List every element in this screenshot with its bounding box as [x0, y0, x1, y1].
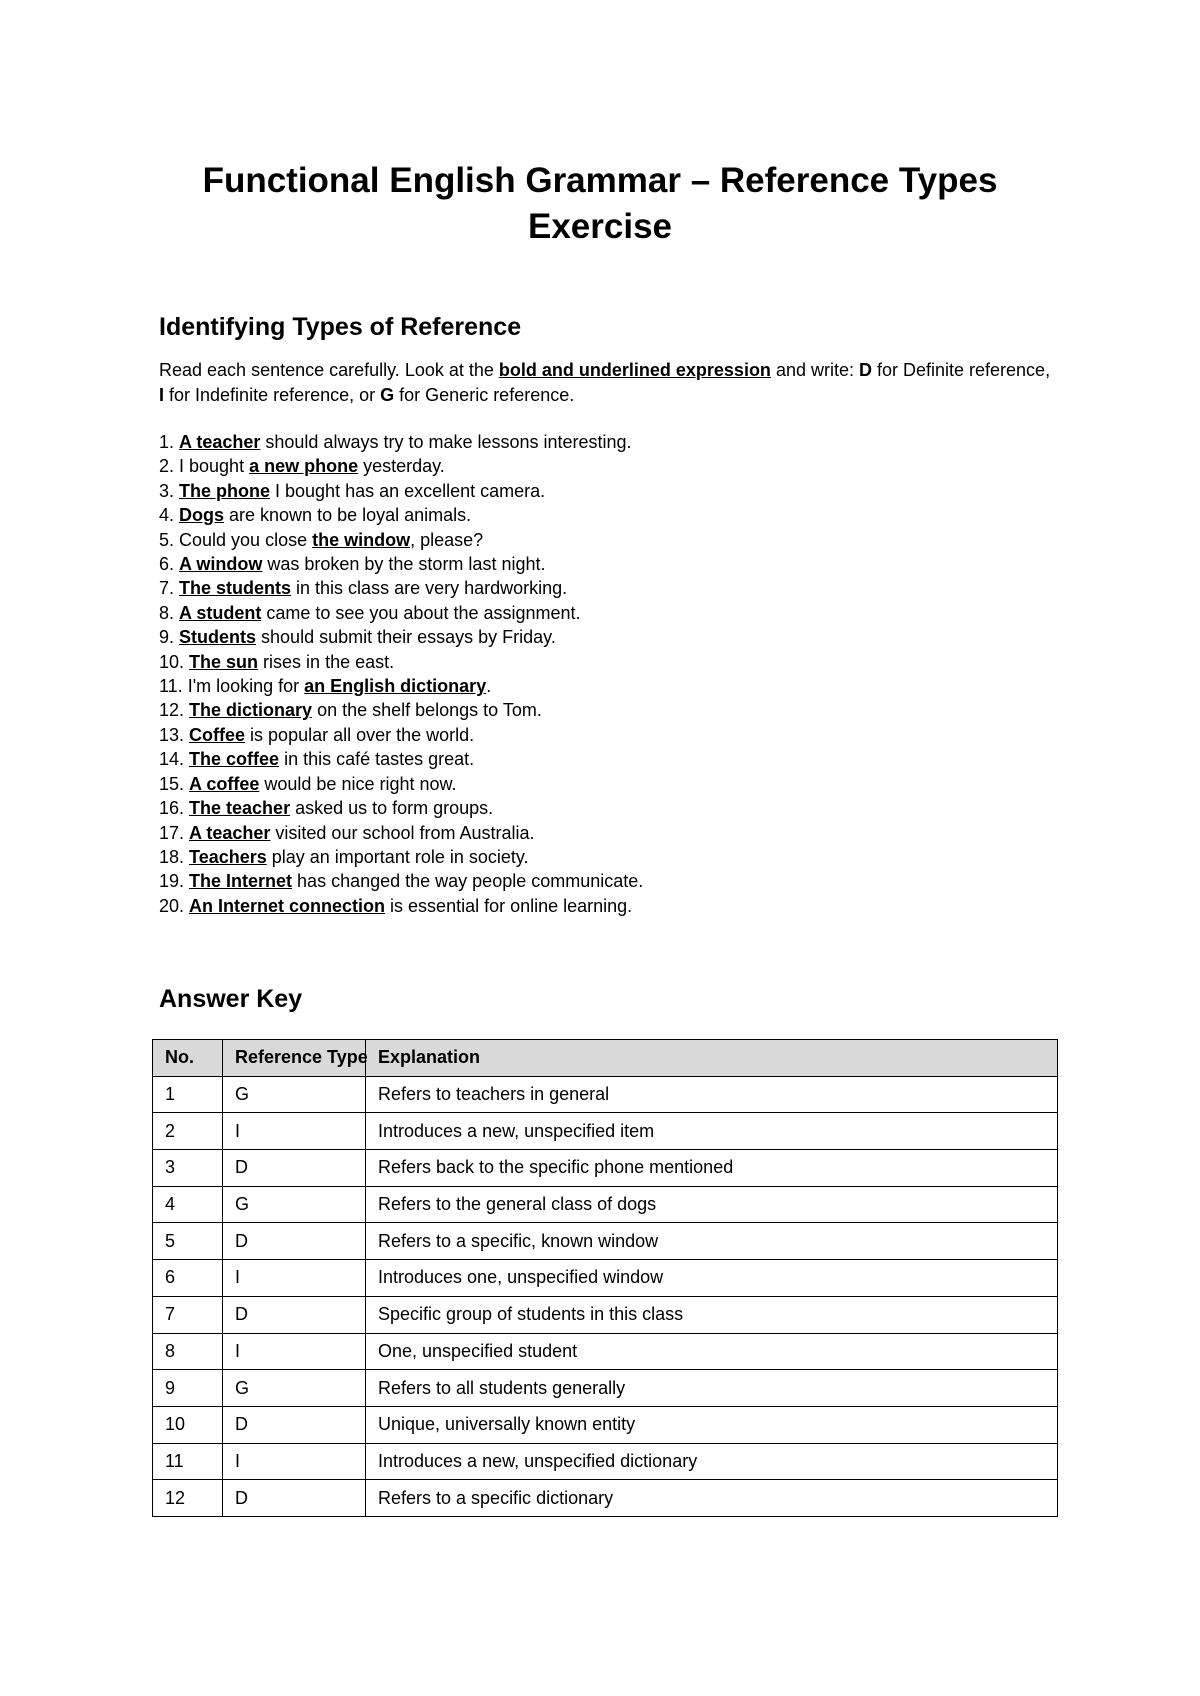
sentence-item: [159, 845, 1059, 869]
cell-explanation: Refers to the general class of dogs: [366, 1186, 1058, 1223]
sentence-post: visited our school from Australia.: [270, 822, 535, 843]
header-no: No.: [153, 1040, 223, 1077]
sentence-num: 13.: [159, 724, 190, 745]
sentence-item: [159, 821, 1059, 845]
sentence-num: 1.: [159, 432, 180, 452]
sentence-item: [159, 601, 1059, 625]
sentence-target-expression: Dogs: [179, 505, 225, 526]
cell-no: 11: [153, 1443, 223, 1480]
sentence-num: 18.: [159, 846, 190, 867]
sentence-num: 19.: [159, 871, 190, 892]
table-row: [153, 1076, 1058, 1113]
sentence-post: I bought has an excellent camera.: [270, 480, 546, 501]
sentence-target-expression: The coffee: [189, 749, 280, 770]
sentence-num: 2.: [159, 456, 180, 477]
sentence-item: [159, 454, 1059, 478]
cell-explanation: Introduces one, unspecified window: [366, 1260, 1058, 1297]
sentence-list: [159, 430, 1059, 918]
cell-no: 7: [153, 1296, 223, 1333]
sentence-num: 4.: [159, 505, 180, 526]
cell-reference-type: G: [223, 1370, 366, 1407]
sentence-post: on the shelf belongs to Tom.: [312, 700, 542, 721]
sentence-pre: I'm looking for: [187, 676, 305, 697]
cell-reference-type: D: [223, 1223, 366, 1260]
sentence-post: is essential for online learning.: [385, 895, 633, 916]
table-row: [153, 1150, 1058, 1187]
sentence-target-expression: The teacher: [189, 798, 291, 819]
sentence-num: 10.: [159, 651, 190, 672]
sentence-post: has changed the way people communicate.: [292, 871, 644, 892]
sentence-post: in this café tastes great.: [279, 749, 475, 770]
sentence-item: [159, 576, 1059, 600]
sentence-target-expression: an English dictionary: [304, 676, 487, 697]
sentence-item: [159, 430, 1059, 454]
sentence-num: 8.: [159, 602, 180, 623]
sentence-num: 9.: [159, 627, 180, 648]
table-row: [153, 1333, 1058, 1370]
sentence-target-expression: Teachers: [189, 846, 267, 867]
sentence-num: 11.: [159, 676, 188, 697]
title-line-2: Exercise: [527, 207, 673, 246]
sentence-item: [159, 698, 1059, 722]
sentence-post: in this class are very hardworking.: [291, 578, 568, 599]
cell-no: 6: [153, 1260, 223, 1297]
cell-explanation: Refers to a specific, known window: [366, 1223, 1058, 1260]
cell-reference-type: I: [223, 1333, 366, 1370]
sentence-item: [159, 723, 1059, 747]
sentence-num: 7.: [159, 578, 180, 599]
sentence-num: 16.: [159, 798, 190, 819]
sentence-item: [159, 772, 1059, 796]
cell-no: 12: [153, 1480, 223, 1517]
cell-explanation: Refers to a specific dictionary: [366, 1480, 1058, 1517]
sentence-pre: Could you close: [179, 529, 313, 550]
sentence-target-expression: Coffee: [189, 724, 246, 745]
cell-reference-type: G: [223, 1076, 366, 1113]
cell-no: 9: [153, 1370, 223, 1407]
sentence-num: 5.: [159, 529, 180, 550]
cell-explanation: Refers to all students generally: [366, 1370, 1058, 1407]
sentence-target-expression: Students: [179, 627, 257, 648]
cell-reference-type: D: [223, 1150, 366, 1187]
section-heading-identifying: Identifying Types of Reference: [159, 313, 522, 341]
sentence-post: .: [486, 676, 492, 697]
table-row: [153, 1113, 1058, 1150]
sentence-pre: I bought: [179, 456, 250, 477]
cell-reference-type: D: [223, 1480, 366, 1517]
sentence-post: are known to be loyal animals.: [224, 505, 472, 526]
sentence-post: came to see you about the assignment.: [261, 602, 581, 623]
instructions-paragraph: Read each sentence carefully. Look at the bold and underlined expression and write: D for Definite reference, I for Indefinite reference, or G for Generic reference.: [159, 360, 1051, 405]
sentence-num: 20.: [159, 895, 190, 916]
cell-explanation: Specific group of students in this class: [366, 1296, 1058, 1333]
sentence-target-expression: A window: [179, 554, 263, 575]
sentence-target-expression: A teacher: [189, 822, 271, 843]
table-row: [153, 1223, 1058, 1260]
sentence-target-expression: A student: [179, 602, 262, 623]
sentence-post: was broken by the storm last night.: [262, 554, 546, 575]
sentence-item: [159, 528, 1059, 552]
cell-explanation: One, unspecified student: [366, 1333, 1058, 1370]
page-title: [150, 158, 1050, 250]
sentence-post: play an important role in society.: [266, 846, 529, 867]
cell-reference-type: I: [223, 1443, 366, 1480]
cell-reference-type: I: [223, 1260, 366, 1297]
cell-no: 10: [153, 1406, 223, 1443]
sentence-item: [159, 650, 1059, 674]
cell-reference-type: D: [223, 1296, 366, 1333]
sentence-target-expression: a new phone: [249, 456, 359, 477]
sentence-post: should always try to make lessons interesting.: [260, 432, 632, 452]
sentence-num: 3.: [159, 480, 180, 501]
cell-reference-type: G: [223, 1186, 366, 1223]
cell-explanation: Introduces a new, unspecified dictionary: [366, 1443, 1058, 1480]
sentence-item: [159, 625, 1059, 649]
sentence-item: [159, 869, 1059, 893]
sentence-post: asked us to form groups.: [290, 798, 494, 819]
table-row: [153, 1480, 1058, 1517]
table-row: [153, 1443, 1058, 1480]
answer-key-table: [152, 1039, 1058, 1517]
sentence-post: should submit their essays by Friday.: [256, 627, 556, 648]
sentence-target-expression: the window: [312, 529, 411, 550]
sentence-target-expression: The students: [179, 578, 292, 599]
header-reference-type: Reference Type: [223, 1040, 366, 1077]
sentence-num: 12.: [159, 700, 190, 721]
table-row: [153, 1296, 1058, 1333]
cell-reference-type: D: [223, 1406, 366, 1443]
sentence-post: would be nice right now.: [259, 773, 457, 794]
cell-explanation: Unique, universally known entity: [366, 1406, 1058, 1443]
table-row: [153, 1370, 1058, 1407]
sentence-post: rises in the east.: [258, 651, 395, 672]
cell-no: 8: [153, 1333, 223, 1370]
sentence-item: [159, 503, 1059, 527]
sentence-target-expression: A coffee: [189, 773, 260, 794]
cell-explanation: Refers back to the specific phone mentioned: [366, 1150, 1058, 1187]
cell-no: 1: [153, 1076, 223, 1113]
cell-explanation: Refers to teachers in general: [366, 1076, 1058, 1113]
sentence-item: [159, 894, 1059, 918]
cell-reference-type: I: [223, 1113, 366, 1150]
sentence-item: [159, 479, 1059, 503]
cell-no: 3: [153, 1150, 223, 1187]
sentence-num: 15.: [159, 773, 190, 794]
sentence-num: 14.: [159, 749, 190, 770]
cell-no: 5: [153, 1223, 223, 1260]
sentence-post: yesterday.: [358, 456, 445, 477]
sentence-item: [159, 674, 1059, 698]
sentence-target-expression: The dictionary: [189, 700, 313, 721]
sentence-target-expression: The sun: [189, 651, 259, 672]
sentence-target-expression: A teacher: [179, 432, 261, 452]
sentence-target-expression: An Internet connection: [189, 895, 386, 916]
table-header-row: [153, 1040, 1058, 1077]
cell-no: 4: [153, 1186, 223, 1223]
table-row: [153, 1186, 1058, 1223]
header-explanation: Explanation: [366, 1040, 1058, 1077]
sentence-target-expression: The Internet: [189, 871, 293, 892]
sentence-post: , please?: [410, 529, 484, 550]
sentence-item: [159, 747, 1059, 771]
sentence-item: [159, 796, 1059, 820]
table-row: [153, 1406, 1058, 1443]
cell-no: 2: [153, 1113, 223, 1150]
sentence-post: is popular all over the world.: [245, 724, 475, 745]
sentence-num: 6.: [159, 554, 180, 575]
title-line-1: Functional English Grammar – Reference Types: [202, 161, 998, 200]
sentence-num: 17.: [159, 822, 190, 843]
section-heading-answer-key: Answer Key: [159, 985, 303, 1013]
table-row: [153, 1260, 1058, 1297]
sentence-target-expression: The phone: [179, 480, 271, 501]
sentence-item: [159, 552, 1059, 576]
cell-explanation: Introduces a new, unspecified item: [366, 1113, 1058, 1150]
